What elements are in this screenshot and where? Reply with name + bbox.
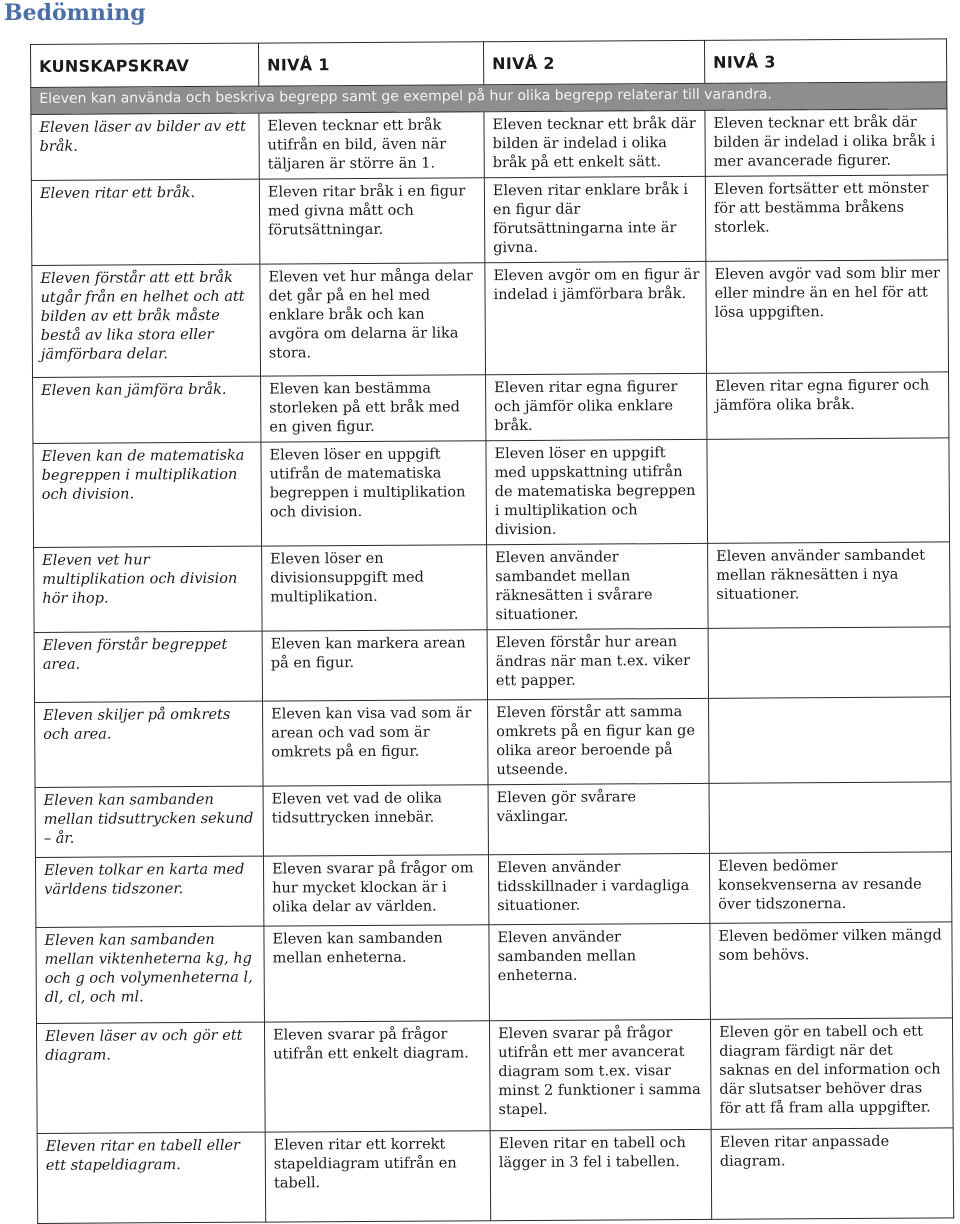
- niva-3-cell: Eleven gör en tabell och ett diagram färdigt när det saknas en del information och där slutsatser behöver dras för att få fram alla uppgifter.: [710, 1018, 953, 1129]
- kunskapskrav-cell: Eleven förstår begreppet area.: [34, 631, 262, 702]
- niva-2-cell: Eleven förstår hur arean ändras när man t.ex. viker ett papper.: [487, 628, 708, 699]
- niva-1-cell: Eleven kan bestämma storleken på ett bråk med en given figur.: [261, 375, 486, 442]
- niva-1-cell: Eleven ritar ett korrekt stapeldiagram utifrån en tabell.: [265, 1131, 491, 1222]
- assessment-table: [30, 38, 954, 1224]
- niva-1-cell: Eleven tecknar ett bråk utifrån en bild, även när täljaren är större än 1.: [259, 112, 484, 179]
- niva-2-cell: Eleven använder sambandet mellan räknesätten i svårare situationer.: [487, 543, 709, 629]
- kunskapskrav-cell: Eleven läser av och gör ett diagram.: [36, 1022, 265, 1133]
- niva-2-cell: Eleven avgör om en figur är indelad i jämförbara bråk.: [485, 261, 707, 374]
- niva-1-cell: Eleven ritar bråk i en figur med givna mått och förutsättningar.: [259, 178, 485, 264]
- section-band: Eleven kan använda och beskriva begrepp samt ge exempel på hur olika begrepp relaterar till varandra.: [31, 82, 947, 115]
- header-row: [31, 39, 947, 88]
- kunskapskrav-cell: Eleven skiljer på omkrets och area.: [35, 701, 264, 787]
- niva-2-cell: Eleven ritar en tabell och lägger in 3 fel i tabellen.: [490, 1129, 712, 1220]
- niva-3-cell: Eleven bedömer konsekvenserna av resande över tidszonerna.: [709, 852, 951, 923]
- niva-1-cell: Eleven kan sambanden mellan enheterna.: [264, 925, 490, 1022]
- niva-1-cell: Eleven svarar på frågor om hur mycket klockan är i olika delar av världen.: [263, 855, 488, 926]
- niva-2-cell: Eleven använder sambanden mellan enheterna.: [489, 923, 711, 1020]
- column-header-niva-1: NIVÅ 1: [258, 42, 483, 86]
- kunskapskrav-cell: Eleven kan de matematiska begreppen i multiplikation och division.: [33, 442, 262, 547]
- kunskapskrav-cell: Eleven läser av bilder av ett bråk.: [31, 113, 259, 180]
- niva-3-cell: Eleven avgör vad som blir mer eller mindre än en hel för att lösa uppgiften.: [706, 260, 949, 373]
- niva-1-cell: Eleven vet hur många delar det går på en hel med enklare bråk och kan avgöra om delarna är lika stora.: [260, 263, 486, 376]
- niva-2-cell: Eleven löser en uppgift med uppskattning utifrån de matematiska begreppen i multiplikation och division.: [486, 439, 708, 544]
- table-row: [37, 1128, 954, 1224]
- niva-2-cell: Eleven ritar egna figurer och jämför olika enklare bråk.: [486, 373, 707, 440]
- niva-1-cell: Eleven löser en divisionsuppgift med multiplikation.: [262, 545, 488, 631]
- niva-3-cell: [709, 697, 952, 783]
- niva-2-cell: Eleven gör svårare växlingar.: [488, 783, 709, 854]
- niva-2-cell: Eleven förstår att samma omkrets på en figur kan ge olika areor beroende på utseende.: [488, 698, 710, 784]
- niva-3-cell: [707, 438, 950, 543]
- table-row: [35, 852, 951, 928]
- niva-3-cell: Eleven bedömer vilken mängd som behövs.: [710, 922, 953, 1019]
- niva-2-cell: Eleven ritar enklare bråk i en figur där förutsättningarna inte är givna.: [484, 176, 706, 262]
- kunskapskrav-cell: Eleven ritar ett bråk.: [31, 179, 260, 265]
- table-row: [31, 109, 947, 181]
- kunskapskrav-cell: Eleven kan sambanden mellan tidsuttrycken sekund – år.: [35, 786, 263, 857]
- niva-1-cell: Eleven svarar på frågor utifrån ett enkelt diagram.: [264, 1021, 490, 1132]
- kunskapskrav-cell: Eleven tolkar en karta med världens tidszoner.: [35, 856, 263, 927]
- page-title: Bedömning: [4, 0, 146, 26]
- kunskapskrav-cell: Eleven kan jämföra bråk.: [33, 376, 261, 443]
- table-row: [35, 782, 951, 858]
- niva-3-cell: Eleven använder sambandet mellan räknesätten i nya situationer.: [708, 542, 951, 628]
- table-row: [34, 627, 950, 703]
- table-row: [33, 372, 949, 444]
- niva-2-cell: Eleven använder tidsskillnader i vardagliga situationer.: [488, 853, 709, 924]
- column-header-kunskapskrav: KUNSKAPSKRAV: [31, 43, 259, 87]
- niva-3-cell: Eleven tecknar ett bråk där bilden är indelad i olika bråk i mer avancerade figurer.: [705, 109, 947, 176]
- niva-3-cell: Eleven fortsätter ett mönster för att bestämma bråkens storlek.: [705, 175, 948, 261]
- kunskapskrav-cell: Eleven vet hur multiplikation och division hör ihop.: [34, 546, 263, 632]
- niva-1-cell: Eleven löser en uppgift utifrån de matematiska begreppen i multiplikation och division.: [261, 441, 487, 546]
- table-row: [33, 438, 950, 548]
- column-header-niva-3: NIVÅ 3: [704, 39, 946, 83]
- niva-2-cell: Eleven svarar på frågor utifrån ett mer avancerat diagram som t.ex. visar minst 2 funktioner i samma stapel.: [489, 1019, 711, 1130]
- kunskapskrav-cell: Eleven ritar en tabell eller ett stapeldiagram.: [37, 1132, 266, 1223]
- niva-2-cell: Eleven tecknar ett bråk där bilden är indelad i olika bråk på ett enkelt sätt.: [484, 110, 705, 177]
- table-row: [31, 175, 948, 266]
- niva-1-cell: Eleven vet vad de olika tidsuttrycken innebär.: [263, 785, 488, 856]
- niva-3-cell: [708, 627, 950, 698]
- niva-3-cell: [709, 782, 951, 853]
- table-row: [36, 1018, 953, 1134]
- table-row: [32, 260, 949, 378]
- table-row: [35, 697, 952, 788]
- table-row: [36, 922, 953, 1024]
- kunskapskrav-cell: Eleven förstår att ett bråk utgår från en helhet och att bilden av ett bråk måste bestå av lika stora eller jämförbara delar.: [32, 264, 261, 377]
- assessment-sheet: [30, 38, 953, 1204]
- table-row: [34, 542, 951, 633]
- niva-3-cell: Eleven ritar egna figurer och jämföra olika bråk.: [707, 372, 949, 439]
- kunskapskrav-cell: Eleven kan sambanden mellan viktenheterna kg, hg och g och volymenheterna l, dl, cl, och ml.: [36, 926, 265, 1023]
- niva-1-cell: Eleven kan markera arean på en figur.: [262, 630, 487, 701]
- niva-1-cell: Eleven kan visa vad som är arean och vad som är omkrets på en figur.: [263, 700, 489, 786]
- column-header-niva-2: NIVÅ 2: [483, 40, 704, 84]
- niva-3-cell: Eleven ritar anpassade diagram.: [711, 1128, 954, 1219]
